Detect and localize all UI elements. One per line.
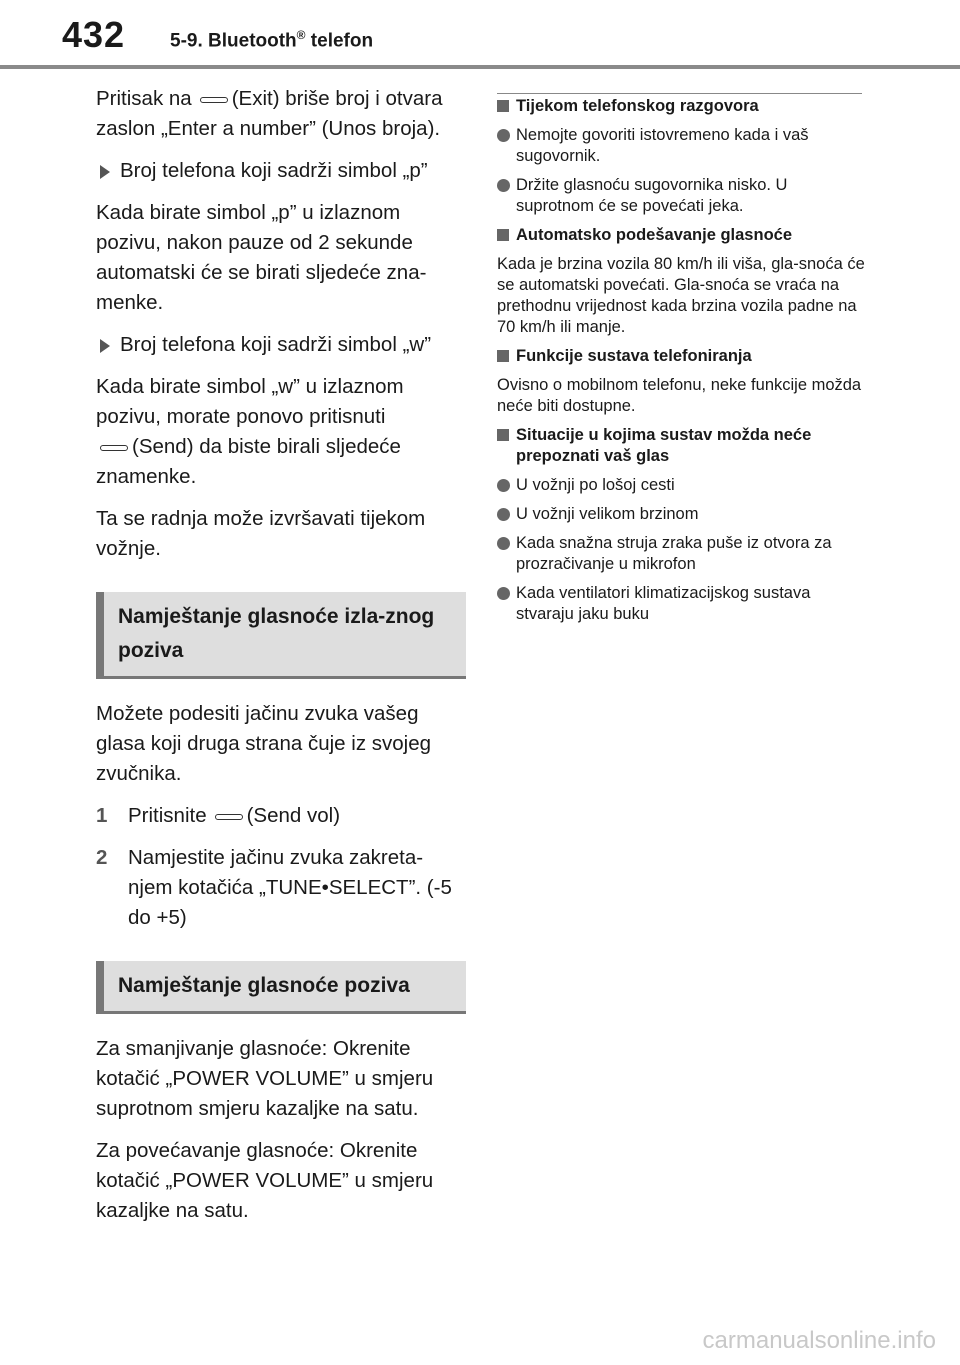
button-icon [200, 97, 228, 103]
page-number: 432 [62, 14, 126, 55]
button-icon [100, 445, 128, 451]
button-icon [215, 814, 243, 820]
page-header [0, 0, 960, 70]
increase-volume-text: Za povećavanje glasnoće: Okrenite kotačić „POWER VOLUME” u smjeru kazaljke na satu. [96, 1139, 434, 1222]
decrease-volume-text: Za smanjivanje glasnoće: Okrenite kotačić „POWER VOLUME” u smjeru suprotnom smjeru kazaljke na satu. [96, 1037, 434, 1120]
circle-bullet-icon [497, 508, 510, 521]
drive-note: Ta se radnja može izvršavati tijekom vožnje. [96, 507, 426, 560]
step-2: 2 Namjestite jačinu zvuka zakreta-njem kotačića „TUNE•SELECT”. (-5 do +5) [96, 846, 452, 929]
list-item: Držite glasnoću sugovornika nisko. U suprotnom će se povećati jeka. [497, 175, 865, 217]
heading-during-call: Tijekom telefonskog razgovora [497, 96, 865, 117]
heading-call-volume: Namještanje glasnoće poziva [96, 961, 466, 1014]
item-p-title: Broj telefona koji sadrži simbol „p” [96, 156, 466, 186]
square-bullet-icon [497, 100, 509, 112]
section-title: 5-9. Bluetooth® telefon [170, 28, 374, 52]
step-1: 1 Pritisnite (Send vol) [96, 804, 341, 827]
item-w-text: Kada birate simbol „w” u izlaznom pozivu, morate ponovo pritisnuti (Send) da biste birali sljedeće znamenke. [96, 375, 404, 488]
list-item: Kada snažna struja zraka puše iz otvora za prozračivanje u mikrofon [497, 533, 865, 575]
circle-bullet-icon [497, 129, 510, 142]
circle-bullet-icon [497, 537, 510, 550]
header-divider [0, 65, 960, 69]
circle-bullet-icon [497, 179, 510, 192]
square-bullet-icon [497, 429, 509, 441]
list-item: Kada ventilatori klimatizacijskog sustava stvaraju jaku buku [497, 583, 865, 625]
heading-outgoing-volume: Namještanje glasnoće izla-znog poziva [96, 592, 466, 679]
heading-auto-volume: Automatsko podešavanje glasnoće [497, 225, 865, 246]
triangle-bullet-icon [100, 165, 110, 179]
triangle-bullet-icon [100, 339, 110, 353]
circle-bullet-icon [497, 479, 510, 492]
right-column [497, 96, 865, 633]
item-w-title: Broj telefona koji sadrži simbol „w” [96, 330, 466, 360]
left-column [96, 84, 466, 1238]
heading-phone-functions: Funkcije sustava telefoniranja [497, 346, 865, 367]
auto-volume-text: Kada je brzina vozila 80 km/h ili viša, gla-snoća će se automatski povećati. Gla-snoća se vraća na prethodnu vrijednost kada brzina vozila padne na 70 km/h ili manje. [497, 255, 865, 336]
list-item: U vožnji velikom brzinom [497, 504, 865, 525]
square-bullet-icon [497, 350, 509, 362]
list-item: Nemojte govoriti istovremeno kada i vaš sugovornik. [497, 125, 865, 167]
square-bullet-icon [497, 229, 509, 241]
exit-paragraph: Pritisak na (Exit) briše broj i otvara zaslon „Enter a number” (Unos broja). [96, 87, 443, 140]
phone-functions-text: Ovisno o mobilnom telefonu, neke funkcije možda neće biti dostupne. [497, 376, 862, 415]
circle-bullet-icon [497, 587, 510, 600]
right-column-divider [497, 93, 862, 94]
heading-voice-recognition: Situacije u kojima sustav možda neće prepoznati vaš glas [497, 425, 865, 467]
list-item: U vožnji po lošoj cesti [497, 475, 865, 496]
item-p-text: Kada birate simbol „p” u izlaznom pozivu, nakon pauze od 2 sekunde automatski će se birati sljedeće zna-menke. [96, 201, 427, 314]
watermark: carmanualsonline.info [702, 1327, 936, 1354]
outgoing-volume-text: Možete podesiti jačinu zvuka vašeg glasa koji druga strana čuje iz svojeg zvučnika. [96, 702, 432, 785]
